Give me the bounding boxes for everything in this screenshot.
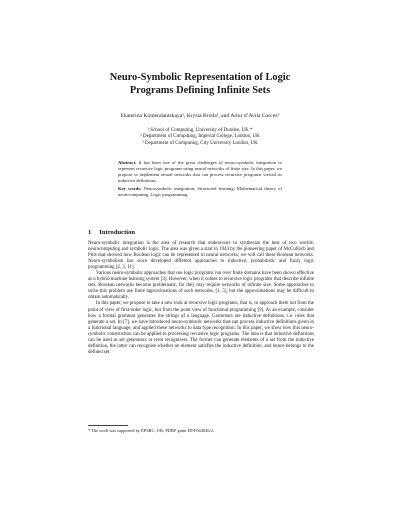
footnote-rule [88, 425, 128, 426]
section-heading [88, 229, 135, 237]
affiliation-1: ¹ School of Computing, University of Dundee, UK * [147, 128, 253, 133]
paper-title [0, 71, 400, 97]
body-paragraph-2: Various neuro-symbolic approaches that use logic programs run over finite domains have been shown effective as a hybrid machine learning system [3]. However, when it comes to recursive logic programs that describe infinite sets, Boolean networks become problematic, for they may require networks of infinite size. Some approaches to solve this problem use finite approximations of such networks, [1, 5], but the approximations may be difficult to obtain automatically. [88, 271, 314, 301]
body-text [88, 241, 314, 356]
footnote: * The work was supported by EPSRC, UK; PDRF grant EP/F044046/2. [88, 428, 215, 433]
abstract-text: It has been one of the great challenges of neuro-symbolic integration to represent recursive logic programs using neural networks of finite size. In this paper, we propose to implement neural networks that can process recursive programs viewed as inductive definitions. [118, 160, 282, 183]
keywords-text: Neurosymbolic integration, Structured learning, Mathematical theory of neurocomputing, Logic programming. [118, 185, 282, 197]
affiliation-3: ³ Department of Computing, City University London, UK [142, 140, 258, 146]
title-line-1: Neuro-Symbolic Representation of Logic [109, 72, 291, 83]
title-line-2: Programs Defining Infinite Sets [129, 85, 271, 96]
affiliation-list [0, 128, 400, 147]
author-list: Ekaterina Komendantskaya¹, Krysia Broda², and Artur d’Avila Garcez³ [120, 113, 280, 119]
keywords-label: Key words: [118, 185, 142, 191]
abstract-block [118, 160, 282, 198]
body-paragraph-3: In this paper, we propose to take a new look at recursive logic programs, that is, to approach them not from the point of view of first-order logic, but from the point view of functional programming [9]. As an example, consider how a formal grammar generates the strings of a language. Grammars are inductive definitions, i.e. rules that generate a set. In [7], we have introduced neuro-symbolic networks that can process inductive definitions given in a functional language, and applied these networks to data type recognition. In this paper, we show how this neuro-symbolic construction can be applied to processing recursive logic programs. The idea is that inductive definitions can be used as set generators or term recognisers. The former can generate elements of a set from the inductive definition, the latter can recognise whether an element satisfies the inductive definition, and hence belongs to the defined set. [88, 301, 314, 355]
section-number: 1 [88, 229, 92, 236]
abstract-paragraph [118, 160, 282, 184]
body-paragraph-1: Neuro-symbolic integration is the area of research that endeavours to synthesize the best of two worlds: neurocomputing and symbolic logic. The area was given a start in 1943 by the pioneering paper of McCulloch and Pitts that showed how Boolean logic can be represented in neural networks; we will call these Boolean networks. Neuro-symbolism has since developed different approaches to inductive, probabilistic and fuzzy logic programming [2, 3, 11]. [88, 241, 314, 271]
section-title: Introduction [99, 229, 136, 236]
abstract-label: Abstract. [118, 160, 137, 165]
keywords-paragraph [118, 186, 282, 198]
affiliation-2: ² Department of Computing, Imperial College, London, UK [140, 134, 260, 140]
